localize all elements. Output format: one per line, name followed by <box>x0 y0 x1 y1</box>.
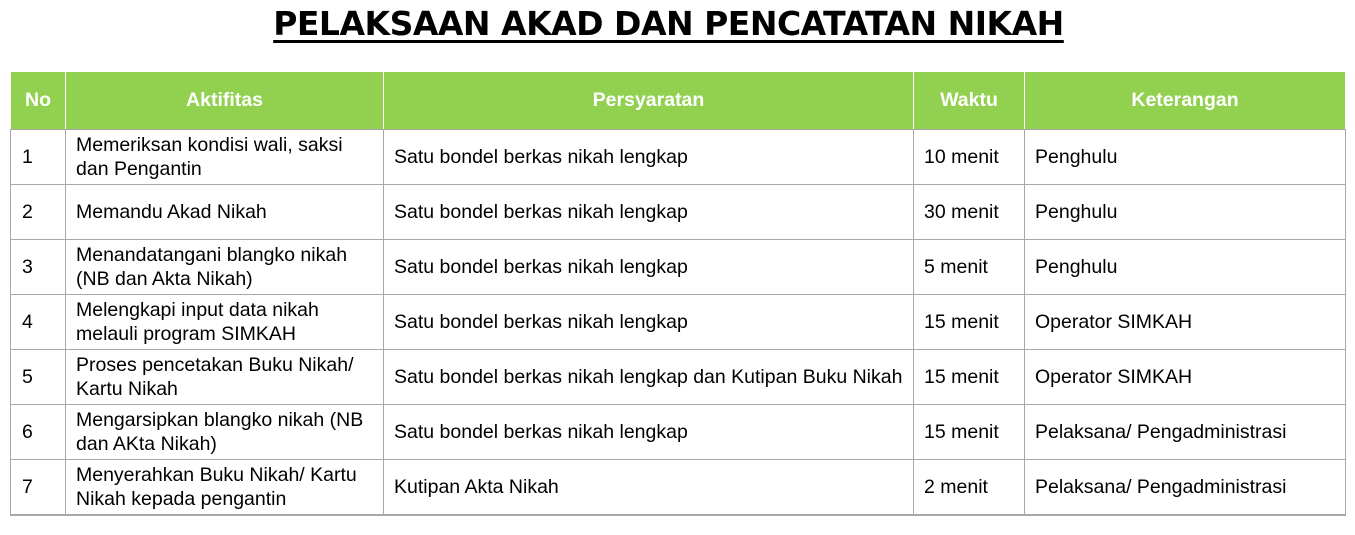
table-body <box>11 130 1346 515</box>
cell-persyaratan: Satu bondel berkas nikah lengkap <box>384 295 914 350</box>
header-no: No <box>11 72 66 130</box>
cell-no: 3 <box>11 240 66 295</box>
cell-waktu: 30 menit <box>914 185 1025 240</box>
cell-aktifitas: Memeriksan kondisi wali, saksi dan Pengantin <box>66 130 384 185</box>
header-aktifitas: Aktifitas <box>66 72 384 130</box>
cell-aktifitas: Proses pencetakan Buku Nikah/ Kartu Nikah <box>66 350 384 405</box>
cell-aktifitas: Menyerahkan Buku Nikah/ Kartu Nikah kepada pengantin <box>66 460 384 515</box>
cell-persyaratan: Satu bondel berkas nikah lengkap <box>384 240 914 295</box>
cell-aktifitas: Memandu Akad Nikah <box>66 185 384 240</box>
cell-aktifitas: Melengkapi input data nikah melauli program SIMKAH <box>66 295 384 350</box>
cell-no: 1 <box>11 130 66 185</box>
cell-waktu: 15 menit <box>914 295 1025 350</box>
cell-no: 6 <box>11 405 66 460</box>
cell-keterangan: Operator SIMKAH <box>1025 350 1346 405</box>
cell-no: 5 <box>11 350 66 405</box>
page-title: PELAKSAAN AKAD DAN PENCATATAN NIKAH <box>273 4 1064 43</box>
table-row <box>11 405 1346 460</box>
cell-keterangan: Penghulu <box>1025 130 1346 185</box>
table-row <box>11 350 1346 405</box>
cell-no: 4 <box>11 295 66 350</box>
header-keterangan: Keterangan <box>1025 72 1346 130</box>
header-persyaratan: Persyaratan <box>384 72 914 130</box>
table-header <box>11 72 1346 130</box>
cell-keterangan: Pelaksana/ Pengadministrasi <box>1025 460 1346 515</box>
header-waktu: Waktu <box>914 72 1025 130</box>
table-row <box>11 460 1346 515</box>
cell-persyaratan: Satu bondel berkas nikah lengkap <box>384 405 914 460</box>
cell-persyaratan: Satu bondel berkas nikah lengkap <box>384 130 914 185</box>
cell-waktu: 10 menit <box>914 130 1025 185</box>
table-row <box>11 240 1346 295</box>
cell-persyaratan: Kutipan Akta Nikah <box>384 460 914 515</box>
cell-no: 7 <box>11 460 66 515</box>
procedure-table <box>10 71 1346 516</box>
table-row <box>11 130 1346 185</box>
cell-keterangan: Pelaksana/ Pengadministrasi <box>1025 405 1346 460</box>
cell-no: 2 <box>11 185 66 240</box>
cell-persyaratan: Satu bondel berkas nikah lengkap <box>384 185 914 240</box>
cell-waktu: 15 menit <box>914 405 1025 460</box>
cell-keterangan: Penghulu <box>1025 185 1346 240</box>
cell-keterangan: Operator SIMKAH <box>1025 295 1346 350</box>
cell-persyaratan: Satu bondel berkas nikah lengkap dan Kutipan Buku Nikah <box>384 350 914 405</box>
cell-aktifitas: Menandatangani blangko nikah (NB dan Akta Nikah) <box>66 240 384 295</box>
cell-waktu: 5 menit <box>914 240 1025 295</box>
cell-waktu: 15 menit <box>914 350 1025 405</box>
cell-waktu: 2 menit <box>914 460 1025 515</box>
table-row <box>11 185 1346 240</box>
header-row <box>11 72 1346 130</box>
table-row <box>11 295 1346 350</box>
cell-aktifitas: Mengarsipkan blangko nikah (NB dan AKta Nikah) <box>66 405 384 460</box>
cell-keterangan: Penghulu <box>1025 240 1346 295</box>
